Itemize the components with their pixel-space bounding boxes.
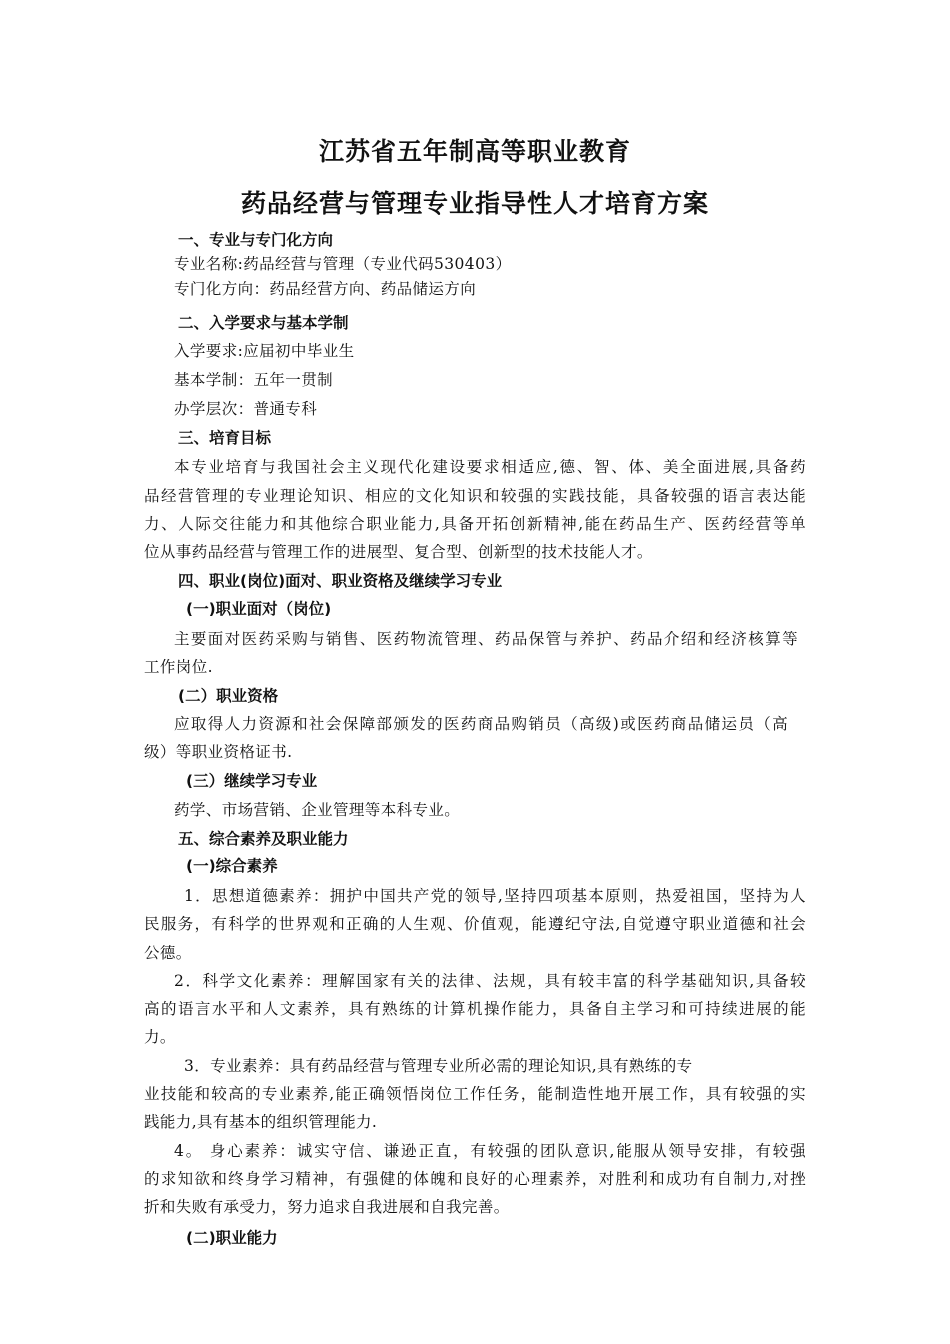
education-level: 办学层次：普通专科	[174, 400, 318, 418]
section-4-heading: 四、职业(岗位)面对、职业资格及继续学习专业	[178, 572, 503, 590]
quality-item-4-line: 的求知欲和终身学习精神，有强健的体魄和良好的心理素养，对胜利和成功有自制力,对挫	[144, 1170, 806, 1188]
quality-item-3-line: 业技能和较高的专业素养,能正确领悟岗位工作任务，能制造性地开展工作，具有较强的实	[144, 1085, 806, 1103]
goal-line: 力、人际交往能力和其他综合职业能力,具备开拓创新精神,能在药品生产、医药经营等单	[144, 515, 806, 533]
quality-item-2-line: 高的语言水平和人文素养，具有熟练的计算机操作能力，具备自主学习和可持续进展的能	[144, 1000, 806, 1018]
quality-item-1-line: 公德。	[144, 944, 192, 962]
quality-item-3-line: 3．专业素养：具有药品经营与管理专业所必需的理论知识,具有熟练的专	[184, 1057, 693, 1075]
quality-item-2-line: 2．科学文化素养：理解国家有关的法律、法规，具有较丰富的科学基础知识,具备较	[174, 972, 806, 990]
occupation-line: 主要面对医药采购与销售、医药物流管理、药品保管与养护、药品介绍和经济核算等	[174, 630, 798, 648]
qualification-line: 应取得人力资源和社会保障部颁发的医药商品购销员（高级)或医药商品储运员（高	[174, 715, 788, 733]
document-title: 江苏省五年制高等职业教育	[318, 137, 631, 166]
occupation-line: 工作岗位.	[144, 658, 213, 676]
subsection-further-study-heading: (三）继续学习专业	[186, 772, 318, 790]
quality-item-4-line: 4。 身心素养：诚实守信、谦逊正直，有较强的团队意识,能服从领导安排，有较强	[174, 1142, 806, 1160]
quality-item-4-line: 折和失败有承受力，努力追求自我进展和自我完善。	[144, 1198, 510, 1216]
subsection-qualification-heading: (二）职业资格	[178, 687, 279, 705]
goal-line: 位从事药品经营与管理工作的进展型、复合型、创新型的技术技能人才。	[144, 543, 653, 561]
major-name: 专业名称:药品经营与管理（专业代码530403）	[174, 255, 512, 273]
quality-item-1-line: 民服务，有科学的世界观和正确的人生观、价值观，能遵纪守法,自觉遵守职业道德和社会	[144, 915, 806, 933]
basic-duration: 基本学制：五年一贯制	[174, 371, 334, 389]
goal-line: 本专业培育与我国社会主义现代化建设要求相适应,德、智、体、美全面进展,具备药	[174, 458, 806, 476]
section-2-heading: 二、入学要求与基本学制	[178, 314, 349, 332]
quality-item-2-line: 力。	[144, 1028, 176, 1046]
document-subtitle: 药品经营与管理专业指导性人才培育方案	[240, 189, 709, 218]
qualification-line: 级）等职业资格证书.	[144, 743, 293, 761]
goal-line: 品经营管理的专业理论知识、相应的文化知识和较强的实践技能，具备较强的语言表达能	[144, 487, 806, 505]
section-3-heading: 三、培育目标	[178, 429, 272, 447]
section-5-heading: 五、综合素养及职业能力	[178, 830, 349, 848]
subsection-professional-ability-heading: (二)职业能力	[186, 1229, 278, 1247]
further-study-line: 药学、市场营销、企业管理等本科专业。	[174, 801, 461, 819]
subsection-comprehensive-quality-heading: (一)综合素养	[186, 857, 278, 875]
specialization-direction: 专门化方向：药品经营方向、药品储运方向	[174, 280, 477, 298]
subsection-occupation-heading: (一)职业面对（岗位)	[186, 600, 332, 618]
section-1-heading: 一、专业与专门化方向	[178, 231, 334, 249]
quality-item-1-line: 1．思想道德素养：拥护中国共产党的领导,坚持四项基本原则，热爱祖国，坚持为人	[184, 887, 806, 905]
entry-requirement: 入学要求:应届初中毕业生	[174, 342, 355, 360]
quality-item-3-line: 践能力,具有基本的组织管理能力.	[144, 1113, 378, 1131]
